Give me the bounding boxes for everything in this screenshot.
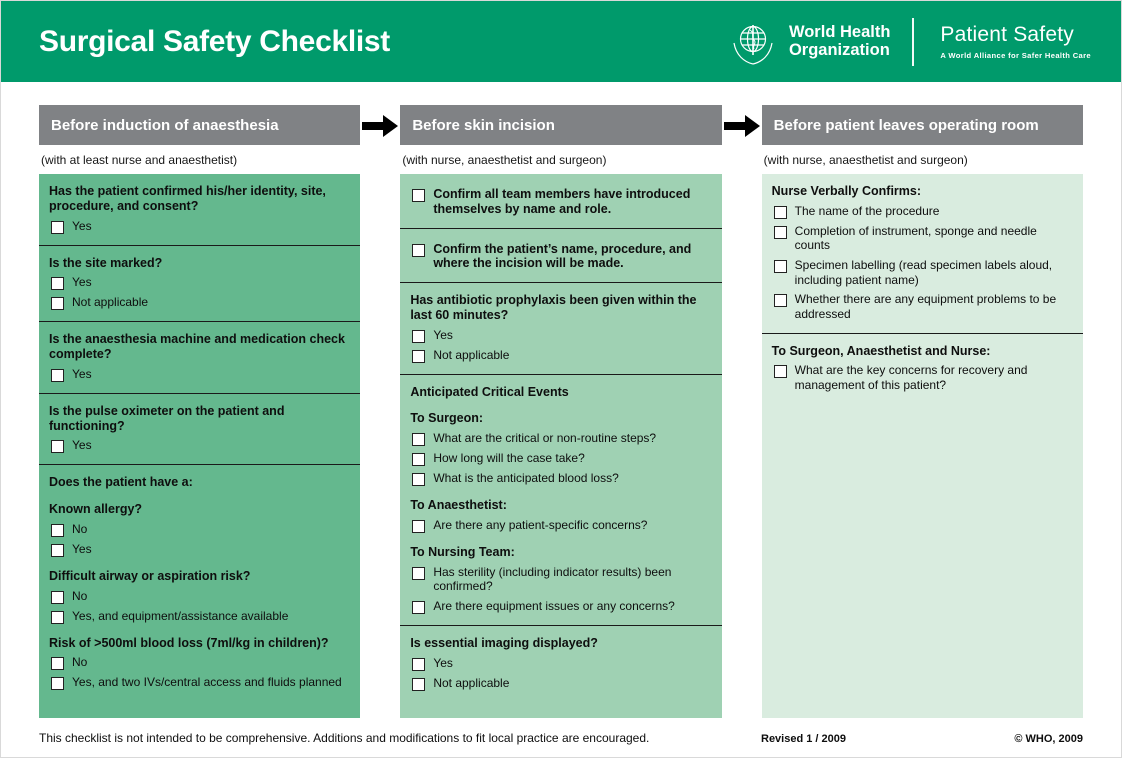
checkbox-label: Are there any patient-specific concerns? [433, 517, 648, 532]
checkbox[interactable] [51, 611, 64, 624]
question-text: Is essential imaging displayed? [410, 635, 598, 650]
checkbox-label: Yes, and equipment/assistance available [72, 608, 289, 623]
checklist-section [400, 626, 721, 702]
program-name: Patient Safety [940, 23, 1074, 46]
subheading-text: Difficult airway or aspiration risk? [49, 568, 251, 583]
checkbox-label: Not applicable [433, 675, 510, 690]
banner-right-group [729, 18, 1091, 66]
column-subtitle: (with nurse, anaesthetist and surgeon) [402, 153, 607, 167]
checkbox[interactable] [774, 294, 787, 307]
question-text: Is the anaesthesia machine and medication check complete? [49, 332, 345, 361]
checkbox-label: What are the critical or non-routine steps? [433, 431, 657, 445]
checkbox-label: The name of the procedure [794, 203, 940, 218]
checkbox-item [774, 258, 1073, 287]
question-text: Anticipated Critical Events [410, 384, 569, 399]
subheading-text: Risk of >500ml blood loss (7ml/kg in children)? [49, 635, 329, 650]
checkbox-item [412, 328, 711, 343]
column-header: Before skin incision [400, 105, 721, 145]
flow-arrow-icon [360, 105, 400, 718]
page-footer [39, 731, 1083, 745]
checkbox-item [774, 363, 1073, 392]
checkbox-item [412, 242, 711, 272]
checkbox[interactable] [51, 677, 64, 690]
checkbox-item [412, 656, 711, 671]
checkbox-item [51, 522, 350, 537]
checkbox[interactable] [51, 657, 64, 670]
checkbox-label: Yes, and two IVs/central access and fluids planned [72, 675, 342, 690]
checkbox-item [412, 451, 711, 466]
checklist-section [400, 283, 721, 375]
checkbox-item [51, 275, 350, 290]
program-tagline: A World Alliance for Safer Health Care [940, 51, 1091, 60]
checklist-section [39, 246, 360, 323]
checklist-board [39, 105, 1083, 718]
checkbox-label: Yes [72, 218, 92, 233]
checkbox-item [51, 367, 350, 382]
who-name-line1: World Health [788, 22, 891, 41]
checkbox[interactable] [412, 658, 425, 671]
checkbox-item [51, 589, 350, 604]
question-text: Has antibiotic prophylaxis been given within the last 60 minutes? [410, 293, 697, 322]
checklist-section [39, 322, 360, 394]
checkbox-item [412, 471, 711, 486]
column-panel [762, 174, 1083, 718]
checklist-column-3 [762, 105, 1083, 718]
header-banner [1, 1, 1121, 82]
checkbox[interactable] [412, 453, 425, 466]
question-text: Does the patient have a: [49, 475, 193, 490]
checkbox-label: Specimen labelling (read specimen labels aloud, including patient name) [794, 258, 1053, 287]
checklist-section [39, 174, 360, 246]
checkbox-label: Yes [433, 327, 453, 342]
subheading-text: To Surgeon: [410, 411, 484, 426]
checkbox[interactable] [412, 473, 425, 486]
checkbox[interactable] [412, 189, 425, 202]
question-text: To Surgeon, Anaesthetist and Nurse: [771, 343, 991, 358]
question-text: Nurse Verbally Confirms: [771, 184, 922, 198]
question-text: Is the pulse oximeter on the patient and functioning? [49, 403, 285, 433]
column-header: Before induction of anaesthesia [39, 105, 360, 145]
checkbox-item [412, 187, 711, 217]
checkbox-label: Not applicable [433, 347, 510, 362]
checkbox-item [774, 224, 1073, 253]
checkbox-item [774, 292, 1073, 321]
checkbox-item [412, 565, 711, 594]
checkbox[interactable] [774, 260, 787, 273]
checkbox-item [412, 348, 711, 363]
checklist-section [762, 334, 1083, 404]
column-subtitle: (with nurse, anaesthetist and surgeon) [763, 153, 968, 167]
checkbox[interactable] [51, 369, 64, 382]
subheading-text: To Anaesthetist: [410, 498, 507, 512]
question-text: Is the site marked? [49, 255, 163, 270]
checklist-column-2 [400, 105, 721, 718]
checkbox-item [774, 204, 1073, 219]
checkbox-label: Whether there are any equipment problems to be addressed [794, 292, 1057, 321]
checkbox-label: Yes [433, 655, 453, 670]
checkbox[interactable] [774, 206, 787, 219]
checklist-column-1 [39, 105, 360, 718]
checkbox[interactable] [412, 433, 425, 446]
checkbox[interactable] [412, 244, 425, 257]
checkbox[interactable] [51, 277, 64, 290]
banner-divider [912, 18, 914, 66]
column-subtitle: (with at least nurse and anaesthetist) [41, 153, 238, 167]
footer-revised: Revised 1 / 2009 [761, 733, 847, 745]
checkbox[interactable] [412, 520, 425, 533]
subheading-text: Known allergy? [49, 502, 143, 516]
checkbox-item [412, 431, 711, 446]
checkbox-item [51, 609, 350, 624]
checkbox[interactable] [412, 567, 425, 580]
checkbox[interactable] [412, 330, 425, 343]
question-text: Has the patient confirmed his/her identity, site, procedure, and consent? [49, 184, 326, 213]
checkbox-item [51, 219, 350, 234]
footer-note: This checklist is not intended to be comprehensive. Additions and modifications to fit local practice are encouraged. [39, 731, 650, 745]
checkbox[interactable] [51, 591, 64, 604]
program-block [940, 23, 1091, 60]
checkbox-label: Yes [72, 541, 92, 556]
checklist-section [400, 375, 721, 626]
who-logo-icon [729, 18, 777, 66]
column-panel [400, 174, 721, 718]
checkbox-label: Not applicable [72, 295, 149, 310]
checklist-section [762, 174, 1083, 334]
flow-arrow-icon [722, 105, 762, 718]
checkbox-label: What are the key concerns for recovery and management of this patient? [794, 363, 1028, 392]
checkbox-label: Completion of instrument, sponge and needle counts [794, 223, 1037, 253]
footer-copyright: © WHO, 2009 [1014, 733, 1083, 745]
checkbox[interactable] [51, 524, 64, 537]
checkbox[interactable] [51, 297, 64, 310]
checkbox[interactable] [412, 350, 425, 363]
checkbox-label: What is the anticipated blood loss? [433, 471, 619, 485]
subheading-text: To Nursing Team: [410, 544, 515, 559]
checkbox-item [51, 438, 350, 453]
checklist-section [39, 394, 360, 466]
checkbox[interactable] [412, 678, 425, 691]
checklist-section [400, 174, 721, 229]
checkbox[interactable] [51, 544, 64, 557]
checkbox-item [51, 655, 350, 670]
checkbox-label: Yes [72, 275, 92, 290]
checkbox-label: Yes [72, 438, 92, 453]
checkbox-item [51, 675, 350, 690]
checkbox-label: Has sterility (including indicator results) been confirmed? [433, 564, 672, 594]
who-name [789, 24, 890, 60]
checkbox-item [412, 676, 711, 691]
checkbox-label: Are there equipment issues or any concerns? [433, 598, 675, 613]
checkbox[interactable] [51, 221, 64, 234]
who-name-line2: Organization [788, 40, 890, 59]
checkbox[interactable] [412, 601, 425, 614]
checklist-section [400, 229, 721, 284]
column-panel [39, 174, 360, 718]
checkbox-label: Confirm the patient’s name, procedure, and where the incision will be made. [433, 241, 692, 271]
checkbox[interactable] [51, 440, 64, 453]
checkbox-item [412, 518, 711, 533]
checklist-section [39, 465, 360, 701]
checkbox[interactable] [774, 226, 787, 239]
checkbox-item [412, 599, 711, 614]
checkbox[interactable] [774, 365, 787, 378]
column-header: Before patient leaves operating room [762, 105, 1083, 145]
checkbox-label: No [72, 655, 88, 670]
checkbox-item [51, 295, 350, 310]
page-title: Surgical Safety Checklist [39, 24, 390, 58]
footer-right-group [761, 733, 1083, 745]
checkbox-label: Yes [72, 366, 92, 381]
checkbox-label: How long will the case take? [433, 451, 585, 465]
checkbox-item [51, 542, 350, 557]
checkbox-label: Confirm all team members have introduced themselves by name and role. [433, 187, 691, 216]
checkbox-label: No [72, 521, 88, 536]
checkbox-label: No [72, 588, 88, 603]
